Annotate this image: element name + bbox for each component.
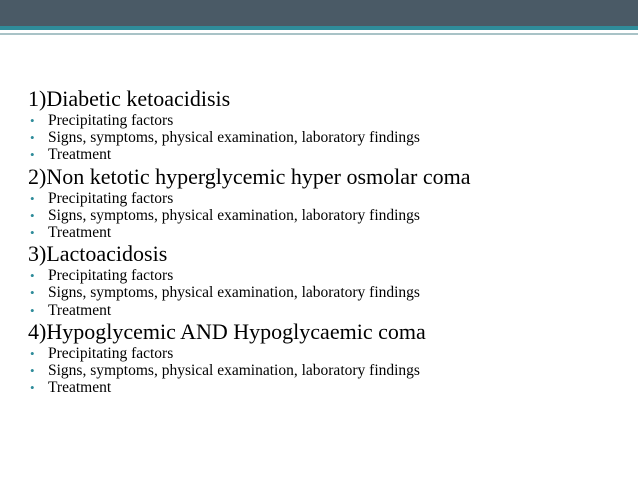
bullet-icon: • <box>30 130 35 146</box>
list-item-text: Signs, symptoms, physical examination, laboratory findings <box>48 284 420 302</box>
list-item-text: Treatment <box>48 224 112 242</box>
bullet-list <box>28 112 628 164</box>
bullet-list <box>28 267 628 319</box>
list-item <box>28 190 628 207</box>
list-item <box>28 129 628 146</box>
slide-header-band <box>0 0 638 26</box>
list-item <box>28 284 628 301</box>
list-item-text: Precipitating factors <box>48 267 174 285</box>
bullet-icon: • <box>30 268 35 284</box>
list-item <box>28 267 628 284</box>
bullet-list <box>28 190 628 242</box>
section-heading: 3)Lactoacidosis <box>28 241 168 267</box>
section-non-ketotic-coma <box>28 164 628 242</box>
section-heading: 1)Diabetic ketoacidisis <box>28 86 231 111</box>
list-item-text: Signs, symptoms, physical examination, laboratory findings <box>48 129 420 147</box>
section-lactoacidosis <box>28 241 628 319</box>
list-item-text: Treatment <box>48 379 112 397</box>
bullet-icon: • <box>30 380 35 396</box>
bullet-icon: • <box>30 113 35 128</box>
bullet-icon: • <box>30 345 35 361</box>
slide-content <box>28 86 628 396</box>
bullet-icon: • <box>30 285 35 301</box>
bullet-icon: • <box>30 302 35 318</box>
bullet-list <box>28 345 628 397</box>
slide-accent-line <box>0 26 638 30</box>
bullet-icon: • <box>30 207 35 223</box>
bullet-icon: • <box>30 190 35 206</box>
list-item <box>28 112 628 129</box>
list-item-text: Signs, symptoms, physical examination, laboratory findings <box>48 206 420 224</box>
bullet-icon: • <box>30 363 35 379</box>
list-item <box>28 224 628 241</box>
list-item-text: Treatment <box>48 146 112 164</box>
list-item-text: Precipitating factors <box>48 112 174 129</box>
list-item <box>28 345 628 362</box>
list-item <box>28 207 628 224</box>
list-item-text: Treatment <box>48 301 112 319</box>
bullet-icon: • <box>30 225 35 241</box>
list-item <box>28 302 628 319</box>
bullet-icon: • <box>30 147 35 163</box>
section-heading: 2)Non ketotic hyperglycemic hyper osmolar coma <box>28 163 471 189</box>
section-heading: 4)Hypoglycemic AND Hypoglycaemic coma <box>28 318 426 344</box>
list-item-text: Precipitating factors <box>48 189 174 207</box>
list-item <box>28 146 628 163</box>
list-item-text: Signs, symptoms, physical examination, laboratory findings <box>48 362 420 380</box>
list-item <box>28 362 628 379</box>
list-item-text: Precipitating factors <box>48 344 174 362</box>
section-hypoglycemic-coma <box>28 319 628 397</box>
list-item <box>28 379 628 396</box>
section-diabetic-ketoacidosis <box>28 86 628 164</box>
slide-divider-line <box>0 33 638 35</box>
